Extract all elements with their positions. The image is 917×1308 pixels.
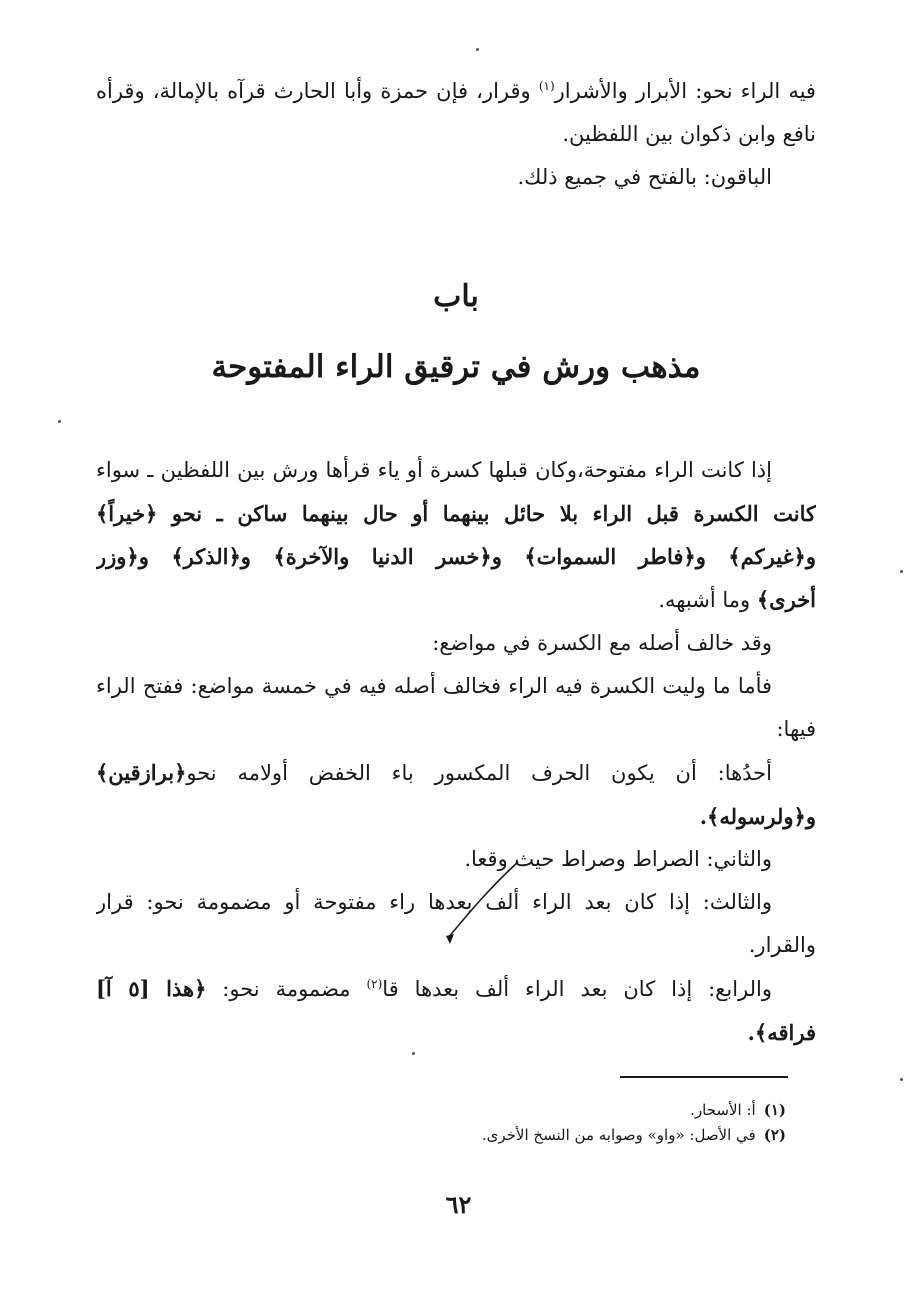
para-7-line-1-bold: ﴿هذا [٥ آ] (96, 976, 207, 1001)
footnotes (96, 1098, 786, 1148)
intro-line-1 (96, 70, 816, 113)
intro-line-3: الباقون: بالفتح في جميع ذلك. (517, 165, 772, 189)
para-7-line-1-text: والرابع: إذا كان بعد الراء ألف بعدها قا (382, 977, 772, 1001)
para-6-line-2: والقرار. (748, 933, 816, 957)
intro-line-2: نافع وابن ذكوان بين اللفظين. (562, 122, 816, 146)
scan-speck (412, 1052, 415, 1055)
scan-speck (58, 420, 61, 423)
para-4-line-1-bold: ﴿برازقين﴾ (96, 760, 187, 785)
para-1-line-2: كانت الكسرة قبل الراء بلا حائل بينهما أو حال بينهما ساكن ـ نحو ﴿خيراً﴾ (96, 501, 816, 526)
para-1-line-4 (96, 578, 816, 622)
para-7-line-2: فراقه﴾. (747, 1020, 816, 1045)
scan-speck (476, 48, 479, 51)
para-2: وقد خالف أصله مع الكسرة في مواضع: (432, 631, 772, 655)
para-7-line-1 (96, 967, 816, 1011)
page-number: ٦٢ (445, 1190, 472, 1219)
footnote-2 (96, 1123, 786, 1148)
para-1-line-4-bold: أخرى﴾ (756, 587, 816, 612)
section-heading-title: مذهب ورش في ترقيق الراء المفتوحة (211, 349, 701, 385)
para-4-line-2: و﴿ولرسوله﴾. (699, 804, 816, 829)
para-1-line-4-text: وما أشبهه. (658, 588, 757, 612)
para-4-line-1-text: أحدُها: أن يكون الحرف المكسور باء الخفض أولامه نحو (186, 761, 772, 785)
pen-mark-icon (436, 858, 526, 948)
para-3-line-1: فأما ما وليت الكسرة فيه الراء فخالف أصله فيه في خمسة مواضع: ففتح الراء (96, 674, 772, 698)
footnote-ref-2: (٢) (366, 977, 383, 991)
footnote-1-text: أ: الأسحار. (690, 1101, 756, 1119)
footnote-2-number: (٢) (763, 1126, 786, 1144)
para-3-line-2: فيها: (776, 717, 816, 741)
para-4-line-1 (96, 751, 816, 795)
footnote-1-number: (١) (763, 1101, 786, 1119)
para-1-line-1: إذا كانت الراء مفتوحة،وكان قبلها كسرة أو ياء قرأها ورش بين اللفظين ـ سواء (96, 458, 772, 482)
scan-speck (900, 570, 903, 573)
footnote-ref-1: (١) (538, 79, 555, 93)
section-heading-bab: باب (433, 279, 479, 314)
footnote-1 (96, 1098, 786, 1123)
para-5: والثاني: الصراط وصراط حيث وقعا. (464, 847, 772, 871)
para-7-line-1-mid: مضمومة نحو: (206, 977, 367, 1001)
footnote-2-text: في الأصل: «واو» وصوابه من النسخ الأخرى. (481, 1126, 756, 1144)
para-1-line-3: و﴿غيركم﴾ و﴿فاطر السموات﴾ و﴿خسر الدنيا والآخرة﴾ و﴿الذكر﴾ و﴿وزر (96, 544, 816, 569)
para-6-line-1: والثالث: إذا كان بعد الراء ألف بعدها راء مفتوحة أو مضمومة نحو: قرار (96, 890, 772, 914)
footnote-separator (620, 1076, 788, 1078)
intro-line-1-text: فيه الراء نحو: الأبرار والأشرار (554, 79, 816, 103)
scan-speck (900, 1078, 903, 1081)
intro-line-1-text-end: وقرار، فإن حمزة وأبا الحارث قرآه بالإمالة، وقرأه (96, 79, 539, 103)
